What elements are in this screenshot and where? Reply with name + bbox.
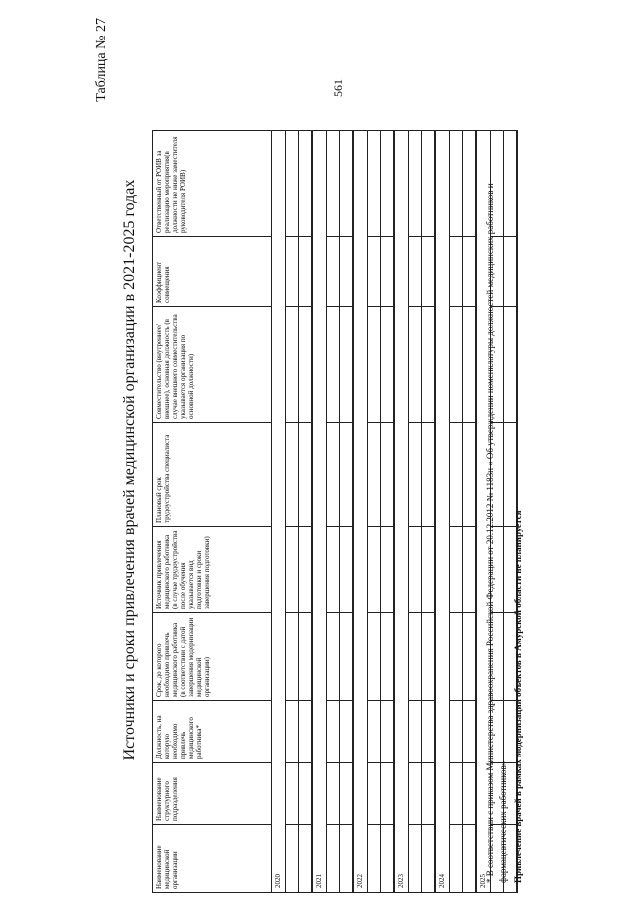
table-row — [422, 131, 436, 893]
table-cell — [340, 307, 354, 423]
table-cell — [286, 613, 299, 701]
year-row — [272, 131, 286, 893]
table-cell — [327, 825, 340, 893]
table-cell — [327, 131, 340, 237]
table-cell — [409, 613, 422, 701]
table-cell — [340, 237, 354, 307]
table-cell — [422, 423, 436, 527]
column-header: Плановый срок трудоустройства специалиста — [153, 423, 272, 527]
table-cell — [463, 825, 477, 893]
table-cell — [422, 307, 436, 423]
table-cell — [299, 763, 313, 825]
table-row — [450, 131, 463, 893]
year-row — [312, 131, 327, 893]
table-cell — [381, 613, 395, 701]
table-cell — [422, 701, 436, 763]
page-number: 561 — [331, 79, 345, 97]
table-cell — [327, 307, 340, 423]
table-cell — [381, 825, 395, 893]
column-header: Наименование структурного подразделения — [153, 763, 272, 825]
table-cell — [409, 527, 422, 613]
table-cell — [286, 763, 299, 825]
table-cell — [409, 307, 422, 423]
column-header: Должность, на которую необходимо привлечь медицинского работника* — [153, 701, 272, 763]
table-cell — [340, 763, 354, 825]
year-cell: 2023 — [394, 131, 409, 893]
table-row — [299, 131, 313, 893]
table-cell — [463, 237, 477, 307]
table-cell — [409, 131, 422, 237]
table-cell — [299, 527, 313, 613]
table-cell — [381, 131, 395, 237]
document-title: Источники и сроки привлечения врачей медицинской организации в 2021-2025 годах — [121, 179, 138, 761]
table-cell — [422, 825, 436, 893]
table-cell — [381, 701, 395, 763]
table-cell — [340, 825, 354, 893]
table-row — [340, 131, 354, 893]
table-cell — [422, 237, 436, 307]
year-cell: 2021 — [312, 131, 327, 893]
column-header: Наименование медицинской организации — [153, 825, 272, 893]
table-cell — [450, 825, 463, 893]
table-cell — [463, 527, 477, 613]
table-cell — [286, 131, 299, 237]
table-cell — [340, 131, 354, 237]
year-row — [435, 131, 450, 893]
table-cell — [299, 307, 313, 423]
table-cell — [340, 701, 354, 763]
table-cell — [299, 701, 313, 763]
year-cell: 2020 — [272, 131, 286, 893]
table-cell — [422, 527, 436, 613]
header-row — [153, 131, 272, 893]
table-cell — [450, 701, 463, 763]
column-header: Источник привлечения медицинского работника (в случае трудоустройства после обучения указывается вид подготовки и сроки завершения подготовки) — [153, 527, 272, 613]
table-cell — [422, 613, 436, 701]
table-cell — [368, 237, 381, 307]
table-cell — [299, 237, 313, 307]
year-row — [353, 131, 368, 893]
column-header: Ответственный от РОИВ за реализацию мероприятия(в должности не ниже заместителя руководителя РОИВ) — [153, 131, 272, 237]
table-cell — [463, 307, 477, 423]
column-header: Коэффициент совмещения — [153, 237, 272, 307]
table-cell — [450, 423, 463, 527]
table-cell — [381, 237, 395, 307]
column-header: Срок, до которого необходимо привлечь медицинского работника (в соответствии с датой завершения модернизации медицинской организации) — [153, 613, 272, 701]
table-cell — [422, 763, 436, 825]
year-cell: 2025 — [476, 131, 491, 893]
table-cell — [368, 423, 381, 527]
table-cell — [368, 527, 381, 613]
table-cell — [450, 763, 463, 825]
table-cell — [409, 701, 422, 763]
table-row — [327, 131, 340, 893]
staffing-table — [152, 130, 518, 893]
table-cell — [327, 423, 340, 527]
table-body — [272, 131, 518, 893]
table-cell — [327, 701, 340, 763]
footnote: * В соответствии с приказом Министерства здравоохранения Российской Федерации от 20.12.2012 № 1183н « Об утверждении номенклатуры должностей медицинских работников и фармацевтических работников» — [485, 183, 508, 883]
table-cell — [368, 825, 381, 893]
table-cell — [409, 763, 422, 825]
table-cell — [368, 763, 381, 825]
table-cell — [450, 613, 463, 701]
table-cell — [381, 423, 395, 527]
table-row — [463, 131, 477, 893]
table-cell — [463, 613, 477, 701]
table-cell — [450, 527, 463, 613]
table-cell — [340, 527, 354, 613]
table-cell — [299, 131, 313, 237]
year-cell: 2024 — [435, 131, 450, 893]
table-cell — [327, 237, 340, 307]
table-cell — [299, 825, 313, 893]
column-header: Совместительство (внутреннее/внешнее), основная должность (в случае внешнего совместительства указывается организация по основной должности) — [153, 307, 272, 423]
table-number: Таблица № 27 — [94, 18, 109, 102]
table-cell — [368, 307, 381, 423]
table-cell — [450, 131, 463, 237]
table-cell — [463, 131, 477, 237]
table-cell — [463, 423, 477, 527]
table-cell — [327, 527, 340, 613]
table-cell — [381, 527, 395, 613]
table-cell — [299, 423, 313, 527]
table-cell — [409, 237, 422, 307]
table-cell — [327, 763, 340, 825]
table-cell — [409, 825, 422, 893]
table-row — [286, 131, 299, 893]
table-cell — [422, 131, 436, 237]
table-cell — [381, 307, 395, 423]
table-cell — [286, 701, 299, 763]
table-row — [368, 131, 381, 893]
table-cell — [286, 825, 299, 893]
table-cell — [368, 613, 381, 701]
table-cell — [340, 613, 354, 701]
table-cell — [368, 131, 381, 237]
table-cell — [286, 527, 299, 613]
table-cell — [450, 237, 463, 307]
table-cell — [286, 423, 299, 527]
table-cell — [327, 613, 340, 701]
table-cell — [463, 763, 477, 825]
bold-note: Привлечение врачей в рамках модернизации объектов в Амурской области не планируется — [513, 510, 523, 883]
table-cell — [340, 423, 354, 527]
table-cell — [450, 307, 463, 423]
table-cell — [381, 763, 395, 825]
table-cell — [299, 613, 313, 701]
table-row — [409, 131, 422, 893]
table-cell — [286, 237, 299, 307]
table-cell — [368, 701, 381, 763]
table-cell — [463, 701, 477, 763]
table-cell — [409, 423, 422, 527]
year-row — [394, 131, 409, 893]
table-row — [381, 131, 395, 893]
year-cell: 2022 — [353, 131, 368, 893]
table-cell — [286, 307, 299, 423]
